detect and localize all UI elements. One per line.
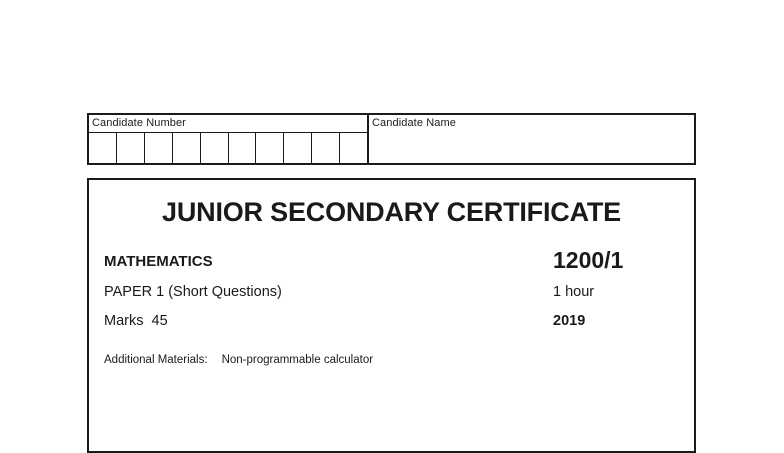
exam-year: 2019 — [553, 313, 586, 329]
candidate-number-digit-cell[interactable] — [89, 133, 117, 164]
candidate-name-field[interactable] — [369, 115, 694, 163]
additional-materials — [104, 353, 373, 367]
candidate-details-box — [87, 113, 696, 165]
exam-cover-box — [87, 178, 696, 453]
candidate-number-digit-cell[interactable] — [201, 133, 229, 164]
paper-description: PAPER 1 (Short Questions) — [104, 284, 282, 300]
exam-duration: 1 hour — [553, 284, 595, 300]
total-marks: Marks 45 — [104, 313, 168, 329]
candidate-number-digit-cell[interactable] — [173, 133, 201, 164]
candidate-number-digit-cell[interactable] — [312, 133, 340, 164]
exam-title: JUNIOR SECONDARY CERTIFICATE — [162, 197, 621, 227]
candidate-number-digit-cell[interactable] — [229, 133, 257, 164]
candidate-number-label: Candidate Number — [92, 117, 186, 129]
candidate-name-label: Candidate Name — [372, 117, 456, 129]
candidate-number-digit-cell[interactable] — [117, 133, 145, 164]
candidate-number-digit-cell[interactable] — [145, 133, 173, 164]
candidate-number-digit-cell[interactable] — [284, 133, 312, 164]
candidate-number-digit-cell[interactable] — [340, 133, 367, 164]
candidate-number-digit-row — [89, 132, 367, 164]
subject-name: MATHEMATICS — [104, 253, 213, 270]
additional-materials-value: Non-programmable calculator — [221, 354, 374, 366]
additional-materials-label: Additional Materials: — [104, 354, 208, 366]
paper-code: 1200/1 — [553, 247, 624, 273]
candidate-number-digit-cell[interactable] — [256, 133, 284, 164]
candidate-number-section — [89, 115, 369, 163]
